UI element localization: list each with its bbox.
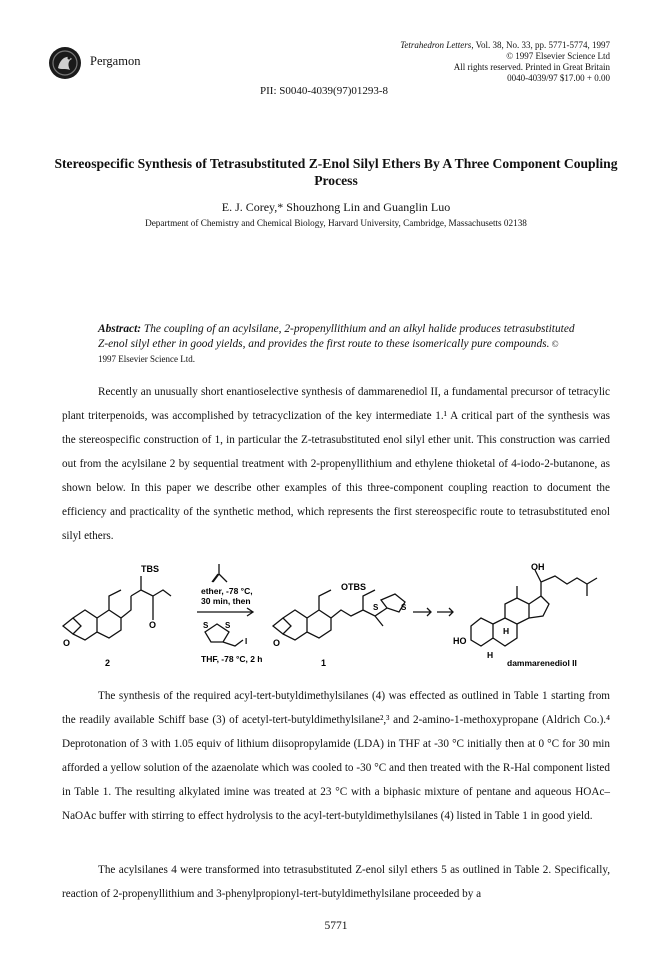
pergamon-logo (48, 46, 82, 80)
cond-line2: 30 min, then (201, 596, 251, 606)
label-ho: HO (453, 636, 467, 646)
label-h1: H (503, 626, 510, 636)
cond-line1: ether, -78 °C, (201, 586, 253, 596)
journal-name: Tetrahedron Letters (400, 40, 472, 50)
label-oh: OH (531, 562, 545, 572)
propenyllithium-structure (212, 564, 227, 582)
abstract-text: The coupling of an acylsilane, 2-propenyllithium and an alkyl halide produces tetrasubstituted Z-enol silyl ether in good yields, and provides the first route to these isomerically pure compounds. (98, 323, 575, 350)
label-s1: S (373, 603, 379, 612)
abstract-label: Abstract: (98, 323, 142, 335)
journal-rights: All rights reserved. Printed in Great Britain (453, 62, 610, 72)
label-epoxide-o-mid: O (273, 638, 281, 648)
label-s2: S (401, 603, 407, 612)
compound-1-label: 1 (321, 658, 327, 668)
reaction-scheme (55, 560, 615, 670)
article-title: Stereospecific Synthesis of Tetrasubstituted Z-Enol Silyl Ethers By A Three Component Coupling Process (54, 156, 618, 188)
journal-issn: 0040-4039/97 $17.00 + 0.00 (507, 73, 610, 83)
journal-info (400, 40, 610, 84)
body-paragraph-2: The synthesis of the required acyl-tert-butyldimethylsilanes (4) was effected as outlined in Table 1 starting from the readily available Schiff base (3) of acetyl-tert-butyldimethylsilane²,³ and 2-amino-1-methoxypropane (Aldrich Co.).⁴ Deprotonation of 3 with 1.05 equiv of lithium diisopropylamide (LDA) in THF at -30 °C initially then at 0 °C for 30 min afforded a yellow solution of the azaenolate which was cooled to -30 °C and then treated with the R-Hal component listed in Table 1. The resulting alkylated imine was treated at 23 °C with a biphasic mixture of pentane and aqueous HOAc–NaOAc buffer with stirring to effect hydrolysis to the acyl-tert-butyldimethylsilanes (4) listed in Table 1 in good yield. (62, 690, 610, 822)
label-ketone-o: O (149, 620, 157, 630)
arrow-1 (197, 608, 253, 616)
body-paragraph-3: The acylsilanes 4 were transformed into tetrasubstituted Z-enol silyl ethers 5 as outlined in Table 2. Specifically, reaction of 2-propenyllithium and 3-phenylpropionyl-tert-butyldimethylsilane proceeded by a (62, 864, 610, 900)
page-number: 5771 (324, 920, 348, 932)
cond-iodide: I (245, 637, 248, 646)
journal-copyright: © 1997 Elsevier Science Ltd (506, 51, 610, 61)
dammarenediol-structure (471, 570, 597, 646)
label-epoxide-o-left: O (63, 638, 71, 648)
compound-1-structure (273, 590, 405, 640)
cond-s1: S (203, 621, 209, 630)
article-authors: E. J. Corey,* Shouzhong Lin and Guanglin Luo (221, 200, 451, 214)
cond-s2: S (225, 621, 231, 630)
abstract (98, 322, 576, 367)
article-affiliation: Department of Chemistry and Chemical Biology, Harvard University, Cambridge, Massachusetts 02138 (145, 218, 527, 228)
compound-2-structure (63, 576, 171, 640)
label-tbs: TBS (141, 564, 159, 574)
journal-citation-line (400, 40, 610, 51)
label-h2: H (487, 650, 494, 660)
cond-line3: THF, -78 °C, 2 h (201, 654, 263, 664)
arrow-2 (413, 608, 453, 616)
compound-2-label: 2 (105, 658, 111, 668)
journal-citation: , Vol. 38, No. 33, pp. 5771-5774, 1997 (471, 40, 610, 50)
pii: PII: S0040-4039(97)01293-8 (260, 85, 389, 97)
thioketal-reagent-structure (205, 624, 243, 646)
publisher-name: Pergamon (90, 54, 141, 68)
abstract-copyright: © 1997 Elsevier Science Ltd. (98, 339, 559, 364)
product-name-label: dammarenediol II (507, 658, 577, 668)
body-paragraph-1: Recently an unusually short enantioselective synthesis of dammarenediol II, a fundamental precursor of tetracylic plant triterpenoids, was accomplished by tetracyclization of the key intermediate 1.¹ A critical part of the synthesis was the stereospecific construction of 1, in particular the Z-tetrasubstituted enol silyl ether unit. This construction was carried out from the acylsilane 2 by sequential treatment with 2-propenyllithium and ethylene thioketal of 4-iodo-2-butanone, as shown below. In this paper we describe other examples of this three-component coupling reaction to document the efficiency and practicality of the synthetic method, which represents the first stereospecific route to tetrasubstituted enol silyl ethers. (62, 386, 610, 542)
label-otbs: OTBS (341, 582, 367, 592)
